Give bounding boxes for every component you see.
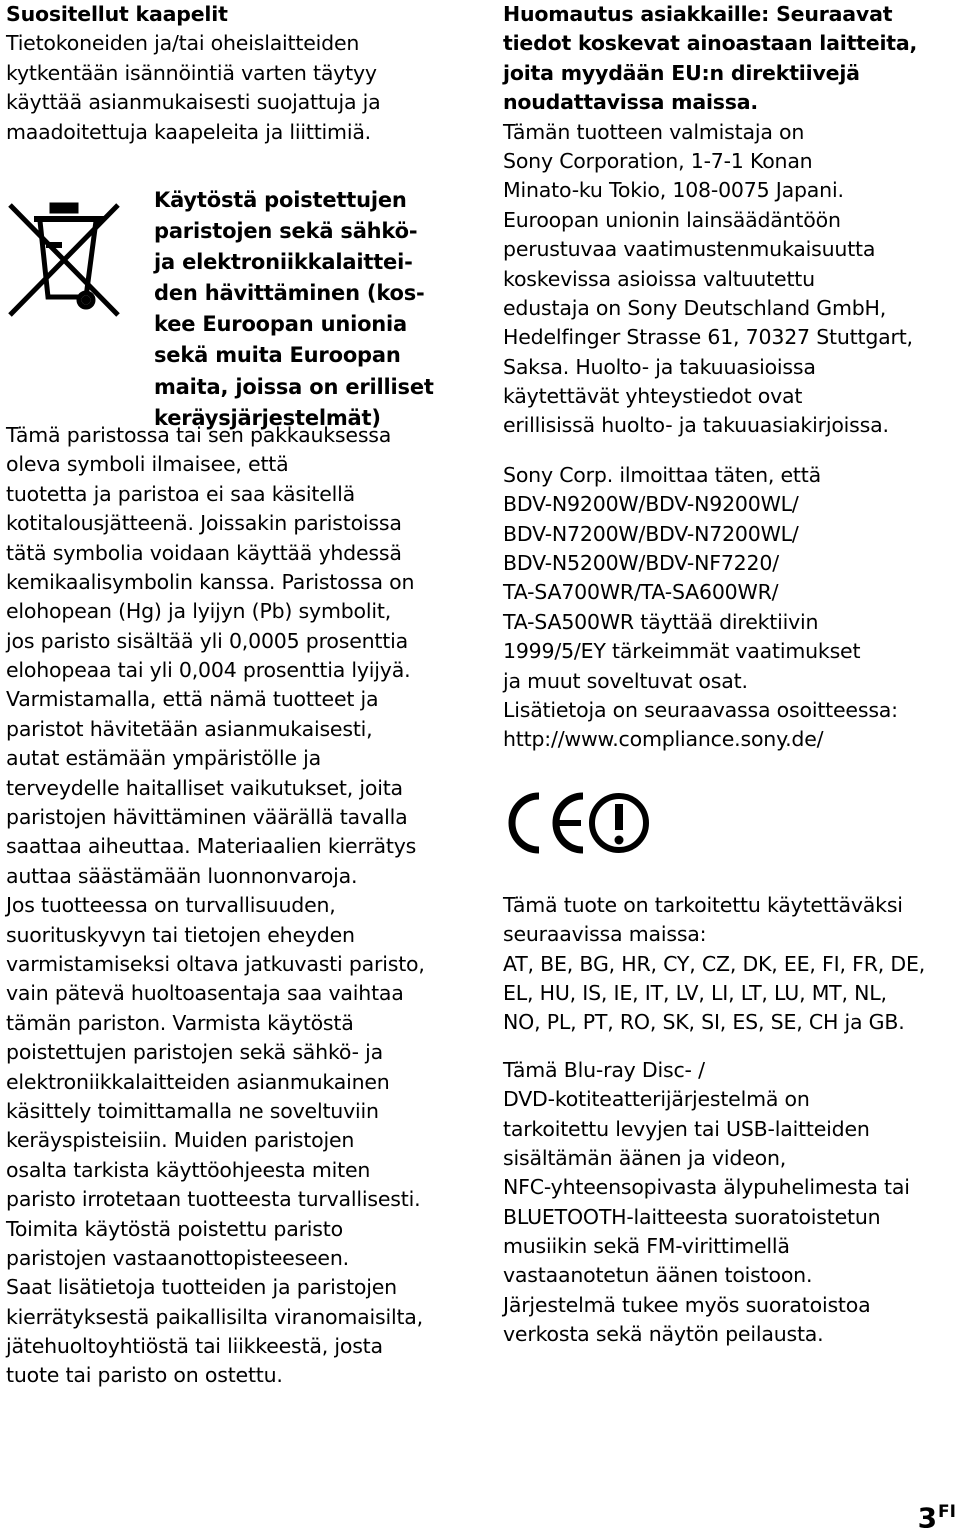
ce-mark-icon (503, 790, 653, 856)
text-line: Toimita käytöstä poistettu paristo (6, 1216, 343, 1241)
heading-line: maita, joissa on erilliset (154, 374, 434, 399)
text-line: vain pätevä huoltoasentaja saa vaihtaa (6, 981, 404, 1006)
text-line: noudattavissa maissa. (503, 90, 759, 115)
text-line: BLUETOOTH-laitteesta suoratoistetun (503, 1204, 881, 1229)
text-line: BDV-N9200W/BDV-N9200WL/ (503, 492, 799, 517)
text-line: verkosta sekä näytön peilausta. (503, 1322, 824, 1347)
text-line: Saat lisätietoja tuotteiden ja paristojen (6, 1275, 397, 1300)
eu-notice-title (503, 0, 955, 118)
text-line: 1999/5/EY tärkeimmät vaatimukset (503, 639, 861, 664)
system-description-text (503, 1056, 955, 1350)
text-line: kemikaalisymbolin kanssa. Paristossa on (6, 569, 415, 594)
heading-line: keräysjärjestelmät) (154, 405, 381, 430)
heading-line: sekä muita Euroopan (154, 343, 401, 368)
text-line: joita myydään EU:n direktiivejä (503, 60, 860, 85)
text-line: saattaa aiheuttaa. Materiaalien kierrätys (6, 834, 417, 859)
text-line: Järjestelmä tukee myös suoratoistoa (503, 1292, 871, 1317)
text-line: tämän pariston. Varmista käytöstä (6, 1010, 354, 1035)
text-line: Huomautus asiakkaille: Seuraavat (503, 2, 893, 26)
text-line: jätehuoltoyhtiöstä tai liikkeestä, josta (6, 1334, 383, 1359)
text-line: auttaa säästämään luonnonvaroja. (6, 863, 358, 888)
text-line: elektroniikkalaitteiden asianmukainen (6, 1069, 390, 1094)
text-line: BDV-N5200W/BDV-NF7220/ (503, 551, 779, 576)
heading-line: ja elektroniikkalaittei- (154, 250, 413, 275)
text-line: Sony Corp. ilmoittaa täten, että (503, 462, 821, 487)
text-line: tiedot koskevat ainoastaan laitteita, (503, 31, 918, 56)
text-line: käyttää asianmukaisesti suojattuja ja (6, 90, 381, 115)
text-line: tätä symbolia voidaan käyttää yhdessä (6, 540, 402, 565)
section-title-recommended-cables: Suositellut kaapelit (6, 2, 228, 26)
text-line: Varmistamalla, että nämä tuotteet ja (6, 687, 379, 712)
text-line: Tietokoneiden ja/tai oheislaitteiden (6, 31, 360, 56)
text-line: elohopeaa tai yli 0,004 prosenttia lyijyä. (6, 658, 411, 683)
text-line: osalta tarkista käyttöohjeesta miten (6, 1157, 371, 1182)
page-language-suffix: FI (938, 1501, 956, 1522)
text-line: Hedelfinger Strasse 61, 70327 Stuttgart, (503, 325, 913, 350)
text-line: paristot hävitetään asianmukaisesti, (6, 716, 373, 741)
conformity-marks (503, 790, 955, 856)
text-line: edustaja on Sony Deutschland GmbH, (503, 295, 887, 320)
weee-section-header (6, 185, 476, 430)
text-line: paristojen hävittäminen väärällä tavalla (6, 805, 408, 830)
text-line: kotitalousjätteenä. Joissakin paristoissa (6, 511, 402, 536)
text-line: terveydelle haitalliset vaikutukset, joita (6, 775, 403, 800)
text-line: vastaanotetun äänen toistoon. (503, 1263, 813, 1288)
text-line: Saksa. Huolto- ja takuuasioissa (503, 354, 816, 379)
text-line: jos paristo sisältää yli 0,0005 prosenttia (6, 628, 408, 653)
text-line: http://www.compliance.sony.de/ (503, 727, 824, 752)
right-column (503, 0, 955, 1350)
weee-body-text (6, 421, 476, 1391)
heading-line: den hävittäminen (kos- (154, 281, 425, 306)
text-line: käytettävät yhteystiedot ovat (503, 384, 803, 409)
countries-text (503, 891, 955, 1038)
text-line: Tämä paristossa tai sen pakkauksessa (6, 422, 392, 447)
text-line: Jos tuotteessa on turvallisuuden, (6, 893, 336, 918)
text-line: maadoitettuja kaapeleita ja liittimiä. (6, 119, 371, 144)
text-line: sisältämän äänen ja videon, (503, 1145, 787, 1170)
text-line: paristo irrotetaan tuotteesta turvallisesti. (6, 1187, 421, 1212)
text-line: varmistamiseksi oltava jatkuvasti paristo, (6, 951, 425, 976)
text-line: NFC-yhteensopivasta älypuhelimesta tai (503, 1175, 910, 1200)
recommended-cables-text (6, 29, 476, 147)
text-line: kierrätyksestä paikallisilta viranomaisilta, (6, 1304, 423, 1329)
crossed-out-wheelie-bin-icon (6, 199, 126, 319)
text-line: seuraavissa maissa: (503, 922, 707, 947)
page-number-value: 3 (917, 1501, 938, 1534)
text-line: poistettujen paristojen sekä sähkö- ja (6, 1040, 383, 1065)
text-line: kytkentään isännöintiä varten täytyy (6, 60, 377, 85)
page-number (918, 1497, 956, 1533)
text-line: erillisissä huolto- ja takuuasiakirjoissa. (503, 413, 889, 438)
text-line: koskevissa asioissa valtuutettu (503, 266, 815, 291)
text-line: Euroopan unionin lainsäädäntöön (503, 207, 841, 232)
text-line: tuotetta ja paristoa ei saa käsitellä (6, 481, 355, 506)
text-line: käsittely toimittamalla ne soveltuviin (6, 1098, 379, 1123)
text-line: autat estämään ympäristölle ja (6, 746, 322, 771)
text-line: keräyspisteisiin. Muiden paristojen (6, 1128, 355, 1153)
left-column (6, 0, 476, 1391)
text-line: tarkoitettu levyjen tai USB-laitteiden (503, 1116, 870, 1141)
text-line: suorituskyvyn tai tietojen eheyden (6, 922, 355, 947)
heading-line: paristojen sekä sähkö- (154, 219, 418, 244)
text-line: TA-SA500WR täyttää direktiivin (503, 609, 819, 634)
text-line: Tämä tuote on tarkoitettu käytettäväksi (503, 892, 903, 917)
text-line: Tämä Blu-ray Disc- / (503, 1057, 705, 1082)
weee-heading (154, 185, 434, 434)
text-line: ja muut soveltuvat osat. (503, 668, 748, 693)
text-line: BDV-N7200W/BDV-N7200WL/ (503, 521, 799, 546)
declaration-of-conformity-text (503, 461, 955, 755)
heading-line: Käytöstä poistettujen (154, 187, 407, 212)
text-line: elohopean (Hg) ja lyijyn (Pb) symbolit, (6, 599, 392, 624)
text-line: perustuvaa vaatimustenmukaisuutta (503, 237, 876, 262)
alert-mark-icon (592, 796, 646, 850)
text-line: DVD-kotiteatterijärjestelmä on (503, 1087, 810, 1112)
text-line: EL, HU, IS, IE, IT, LV, LI, LT, LU, MT, NL, (503, 980, 887, 1005)
eu-notice-text (503, 118, 955, 441)
text-line: musiikin sekä FM-virittimellä (503, 1234, 790, 1259)
heading-line: kee Euroopan unionia (154, 312, 408, 337)
text-line: Tämän tuotteen valmistaja on (503, 119, 805, 144)
text-line: tuote tai paristo on ostettu. (6, 1363, 283, 1388)
text-line: TA-SA700WR/TA-SA600WR/ (503, 580, 779, 605)
text-line: oleva symboli ilmaisee, että (6, 452, 289, 477)
text-line: Minato-ku Tokio, 108-0075 Japani. (503, 178, 844, 203)
text-line: NO, PL, PT, RO, SK, SI, ES, SE, CH ja GB. (503, 1010, 905, 1035)
text-line: Lisätietoja on seuraavassa osoitteessa: (503, 697, 898, 722)
text-line: AT, BE, BG, HR, CY, CZ, DK, EE, FI, FR, DE, (503, 951, 926, 976)
text-line: Sony Corporation, 1-7-1 Konan (503, 148, 813, 173)
text-line: paristojen vastaanottopisteeseen. (6, 1245, 349, 1270)
